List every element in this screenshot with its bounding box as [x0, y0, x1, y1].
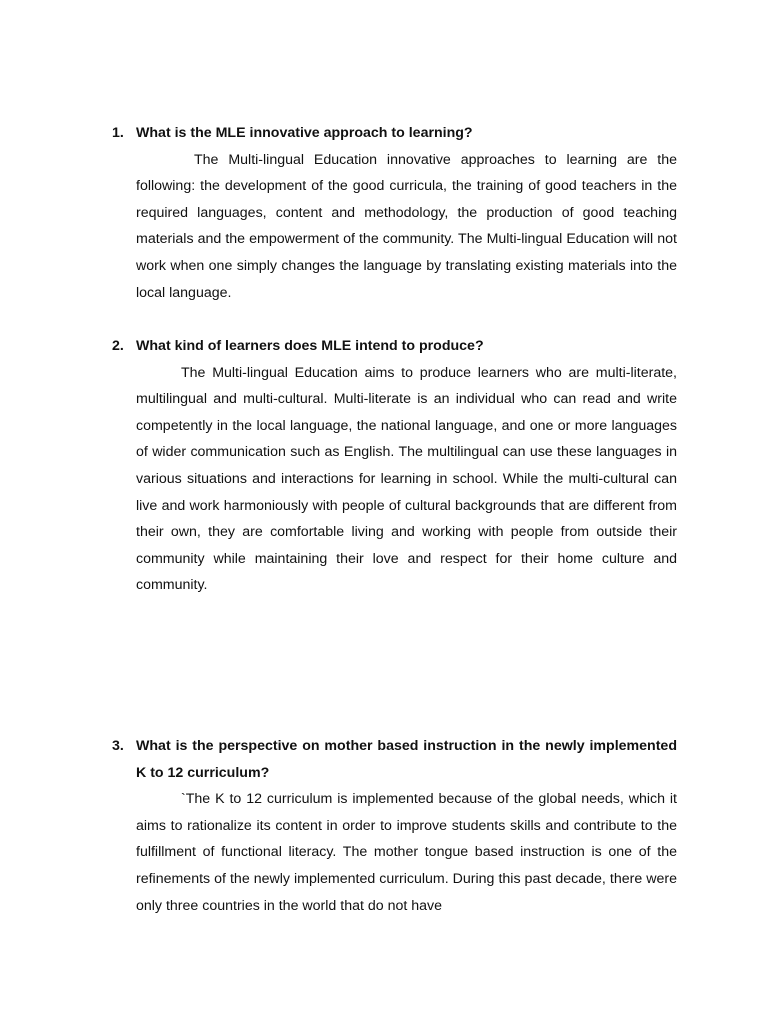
question-heading: [112, 333, 677, 360]
answer-paragraph: The Multi-lingual Education aims to produce learners who are multi-literate, multilingual and multi-cultural. Multi-literate is an individual who can read and write competently in the local language, the national language, and one or more languages of wider communication such as English. The multilingual can use these languages in various situations and interactions for learning in school. While the multi-cultural can live and work harmoniously with people of cultural backgrounds that are different from their own, they are comfortable living and working with people from outside their community while maintaining their love and respect for their home culture and community.: [136, 364, 677, 594]
question-block-3: [112, 733, 677, 919]
question-block-1: [112, 120, 677, 306]
question-number: 3.: [112, 738, 124, 754]
question-text: What is the perspective on mother based instruction in the newly implemented K to 12 curriculum?: [136, 738, 677, 781]
answer-paragraph: The Multi-lingual Education innovative approaches to learning are the following: the development of the good curricula, the training of good teachers in the required languages, content and methodology, the production of good teaching materials and the empowerment of the community. The Multi-lingual Education will not work when one simply changes the language by translating existing materials into the local language.: [136, 151, 677, 301]
question-number: 2.: [112, 338, 124, 354]
question-heading: [112, 733, 677, 786]
question-heading: [112, 120, 677, 147]
question-text: What is the MLE innovative approach to learning?: [136, 125, 473, 141]
answer-paragraph: `The K to 12 curriculum is implemented because of the global needs, which it aims to rationalize its content in order to improve students skills and contribute to the fulfillment of functional literacy. The mother tongue based instruction is one of the refinements of the newly implemented curriculum. During this past decade, there were only three countries in the world that do not have: [136, 791, 677, 914]
question-text: What kind of learners does MLE intend to produce?: [136, 338, 484, 354]
question-number: 1.: [112, 125, 124, 141]
question-block-2: [112, 333, 677, 599]
